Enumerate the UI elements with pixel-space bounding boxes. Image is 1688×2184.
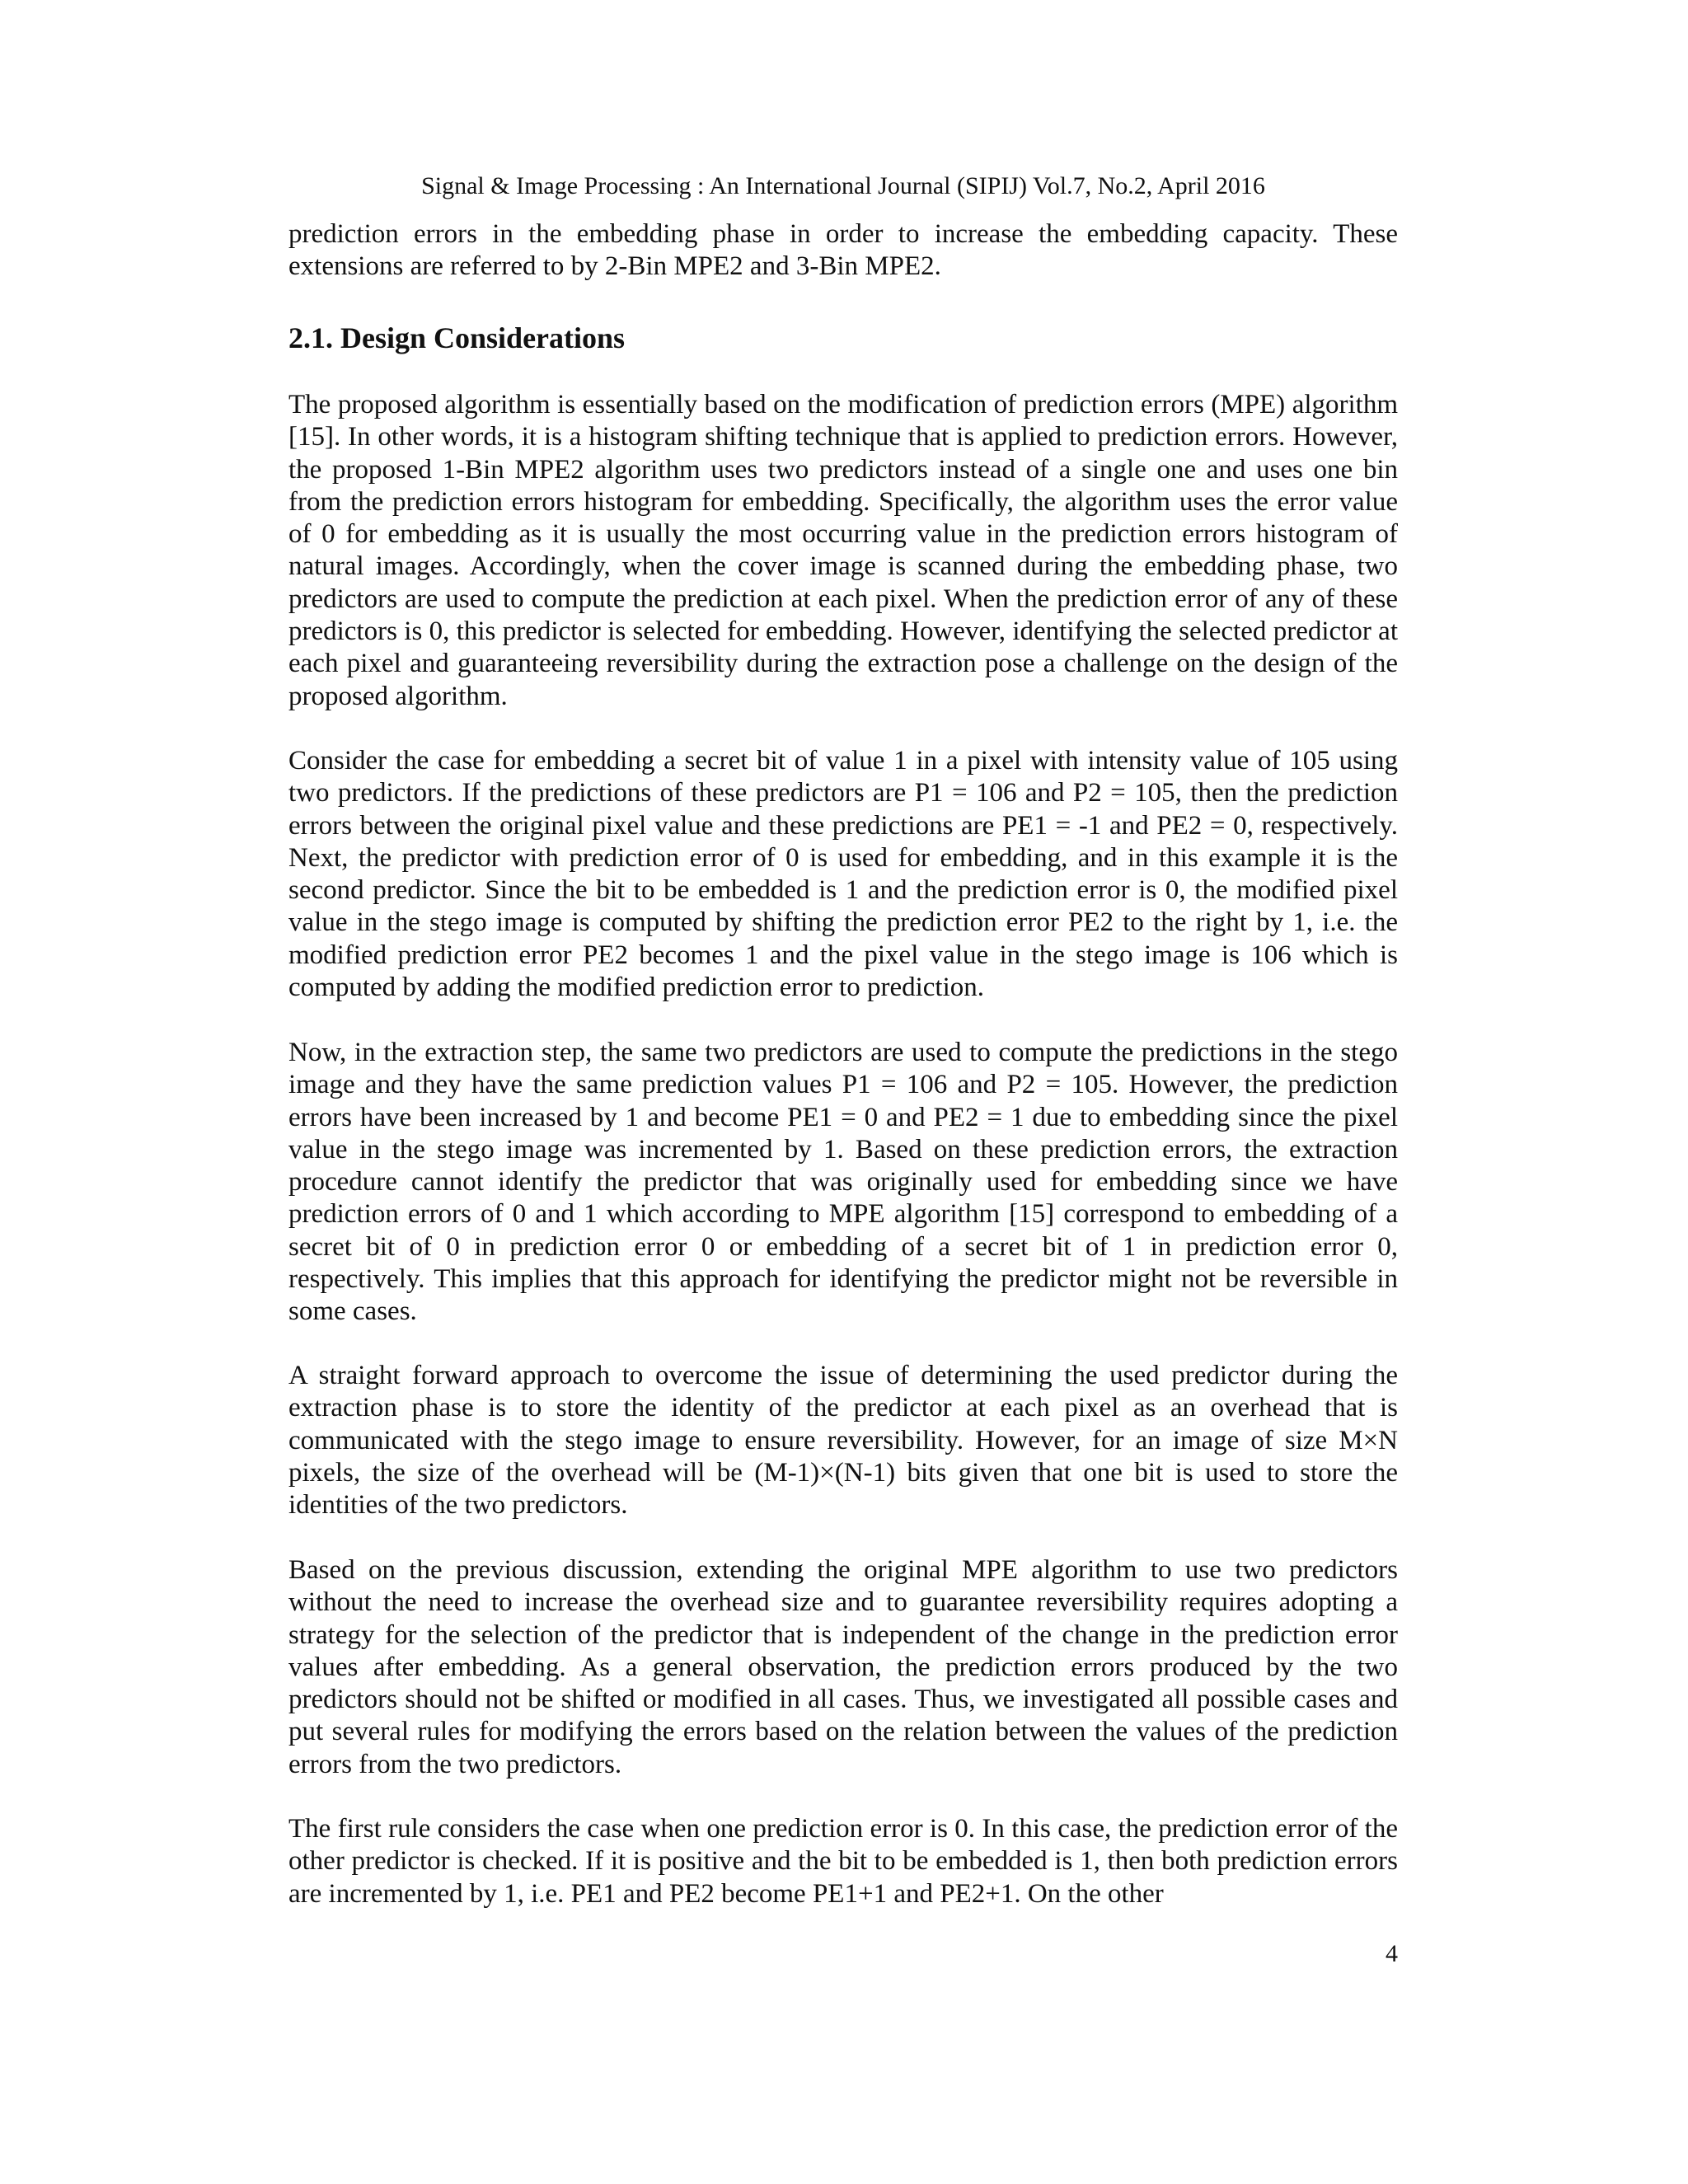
paragraph-extraction-step: Now, in the extraction step, the same two predictors are used to compute the predictions in the stego image and they have the same prediction values P1 = 106 and P2 = 105. However, the prediction errors have been increased by 1 and become PE1 = 0 and PE2 = 1 due to embedding since the pixel value in the stego image was incremented by 1. Based on these prediction errors, the extraction procedure cannot identify the predictor that was originally used for embedding since we have prediction errors of 0 and 1 which according to MPE algorithm [15] correspond to embedding of a secret bit of 0 in prediction error 0 or embedding of a secret bit of 1 in prediction error 0, respectively. This implies that this approach for identifying the predictor might not be reversible in some cases. [288,1038,1398,1327]
paragraph-selection-strategy: Based on the previous discussion, extending the original MPE algorithm to use two predictors without the need to increase the overhead size and to guarantee reversibility requires adopting a strategy for the selection of the predictor that is independent of the change in the prediction error values after embedding. As a general observation, the prediction errors produced by the two predictors should not be shifted or modified in all cases. Thus, we investigated all possible cases and put several rules for modifying the errors based on the relation between the values of the prediction errors from the two predictors. [288,1555,1398,1779]
paragraph-mpe-overview: The proposed algorithm is essentially based on the modification of prediction errors (MPE) algorithm [15]. In other words, it is a histogram shifting technique that is applied to prediction errors. However, the proposed 1-Bin MPE2 algorithm uses two predictors instead of a single one and uses one bin from the prediction errors histogram for embedding. Specifically, the algorithm uses the error value of 0 for embedding as it is usually the most occurring value in the prediction errors histogram of natural images. Accordingly, when the cover image is scanned during the embedding phase, two predictors are used to compute the prediction at each pixel. When the prediction error of any of these predictors is 0, this predictor is selected for embedding. However, identifying the selected predictor at each pixel and guaranteeing reversibility during the extraction pose a challenge on the design of the proposed algorithm. [288,390,1398,711]
paragraph-overhead-approach: A straight forward approach to overcome the issue of determining the used predictor during the extraction phase is to store the identity of the predictor at each pixel as an overhead that is communicated with the stego image to ensure reversibility. However, for an image of size M×N pixels, the size of the overhead will be (M-1)×(N-1) bits given that one bit is used to store the identities of the two predictors. [288,1361,1398,1521]
paragraph-first-rule: The first rule considers the case when one prediction error is 0. In this case, the prediction error of the other predictor is checked. If it is positive and the bit to be embedded is 1, then both prediction errors are incremented by 1, i.e. PE1 and PE2 become PE1+1 and PE2+1. On the other [288,1814,1398,1909]
page-number: 4 [1386,1940,1398,1967]
paragraph-embedding-example: Consider the case for embedding a secret bit of value 1 in a pixel with intensity value of 105 using two predictors. If the predictions of these predictors are P1 = 106 and P2 = 105, then the prediction errors between the original pixel value and these predictions are PE1 = -1 and PE2 = 0, respectively. Next, the predictor with prediction error of 0 is used for embedding, and in this example it is the second predictor. Since the bit to be embedded is 1 and the prediction error is 0, the modified pixel value in the stego image is computed by shifting the prediction error PE2 to the right by 1, i.e. the modified prediction error PE2 becomes 1 and the pixel value in the stego image is 106 which is computed by adding the modified prediction error to prediction. [288,746,1398,1003]
running-header: Signal & Image Processing : An International Journal (SIPIJ) Vol.7, No.2, April 2016 [421,172,1265,199]
section-heading: 2.1. Design Considerations [288,321,626,354]
intro-continuation-paragraph: prediction errors in the embedding phase in order to increase the embedding capacity. These extensions are referred to by 2-Bin MPE2 and 3-Bin MPE2. [288,219,1398,282]
